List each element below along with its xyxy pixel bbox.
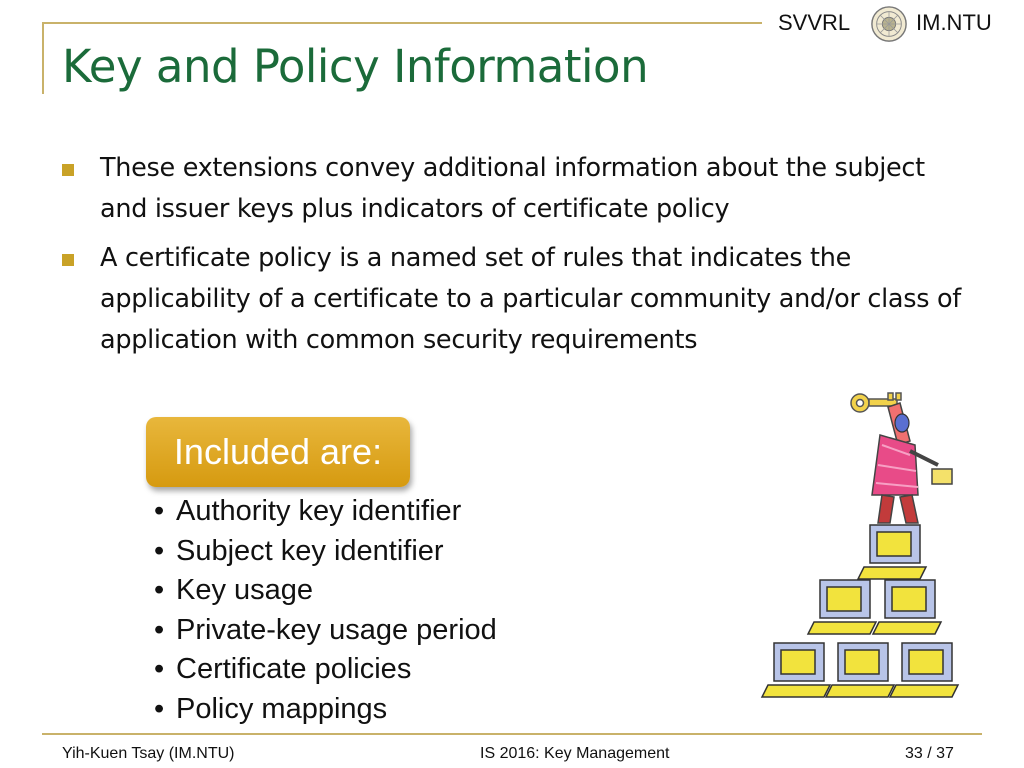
page-current: 33 <box>905 745 923 762</box>
bullet-list <box>62 148 962 369</box>
included-callout <box>146 417 410 487</box>
bullet-text: A certificate policy is a named set of rules that indicates the applicability of a certificate to a particular community and/or class of application with common security requirements <box>100 243 961 355</box>
university-seal-icon <box>870 5 908 43</box>
slide-title: Key and Policy Information <box>62 40 649 93</box>
list-item: • Key usage <box>154 574 314 606</box>
top-rule <box>42 22 762 24</box>
footer-course: IS 2016: Key Management <box>480 745 670 762</box>
list-item: • Certificate policies <box>154 653 412 685</box>
org-left: SVVRL <box>778 10 851 35</box>
computer-icon <box>858 525 926 579</box>
left-rule <box>42 22 44 94</box>
footer-author: Yih-Kuen Tsay (IM.NTU) <box>62 745 235 762</box>
included-label: Included are: <box>173 431 383 472</box>
list-item: • Subject key identifier <box>154 534 444 567</box>
list-item: • Private-key usage period <box>154 613 497 646</box>
bullet-item <box>62 238 962 361</box>
included-list <box>154 492 497 729</box>
bullet-text: These extensions convey additional information about the subject and issuer keys plus indicators of certificate policy <box>100 153 925 224</box>
person-with-key-on-computers-illustration <box>760 385 970 715</box>
list-item: • Policy mappings <box>154 692 388 725</box>
org-right: IM.NTU <box>916 10 992 35</box>
bottom-rule <box>42 733 982 735</box>
page-number <box>905 745 954 763</box>
square-bullet-icon <box>62 254 74 266</box>
list-item: • Authority key identifier <box>154 495 462 527</box>
page-separator: / <box>927 745 932 762</box>
bullet-item <box>62 148 962 230</box>
page-total: 37 <box>936 745 954 762</box>
square-bullet-icon <box>62 164 74 176</box>
